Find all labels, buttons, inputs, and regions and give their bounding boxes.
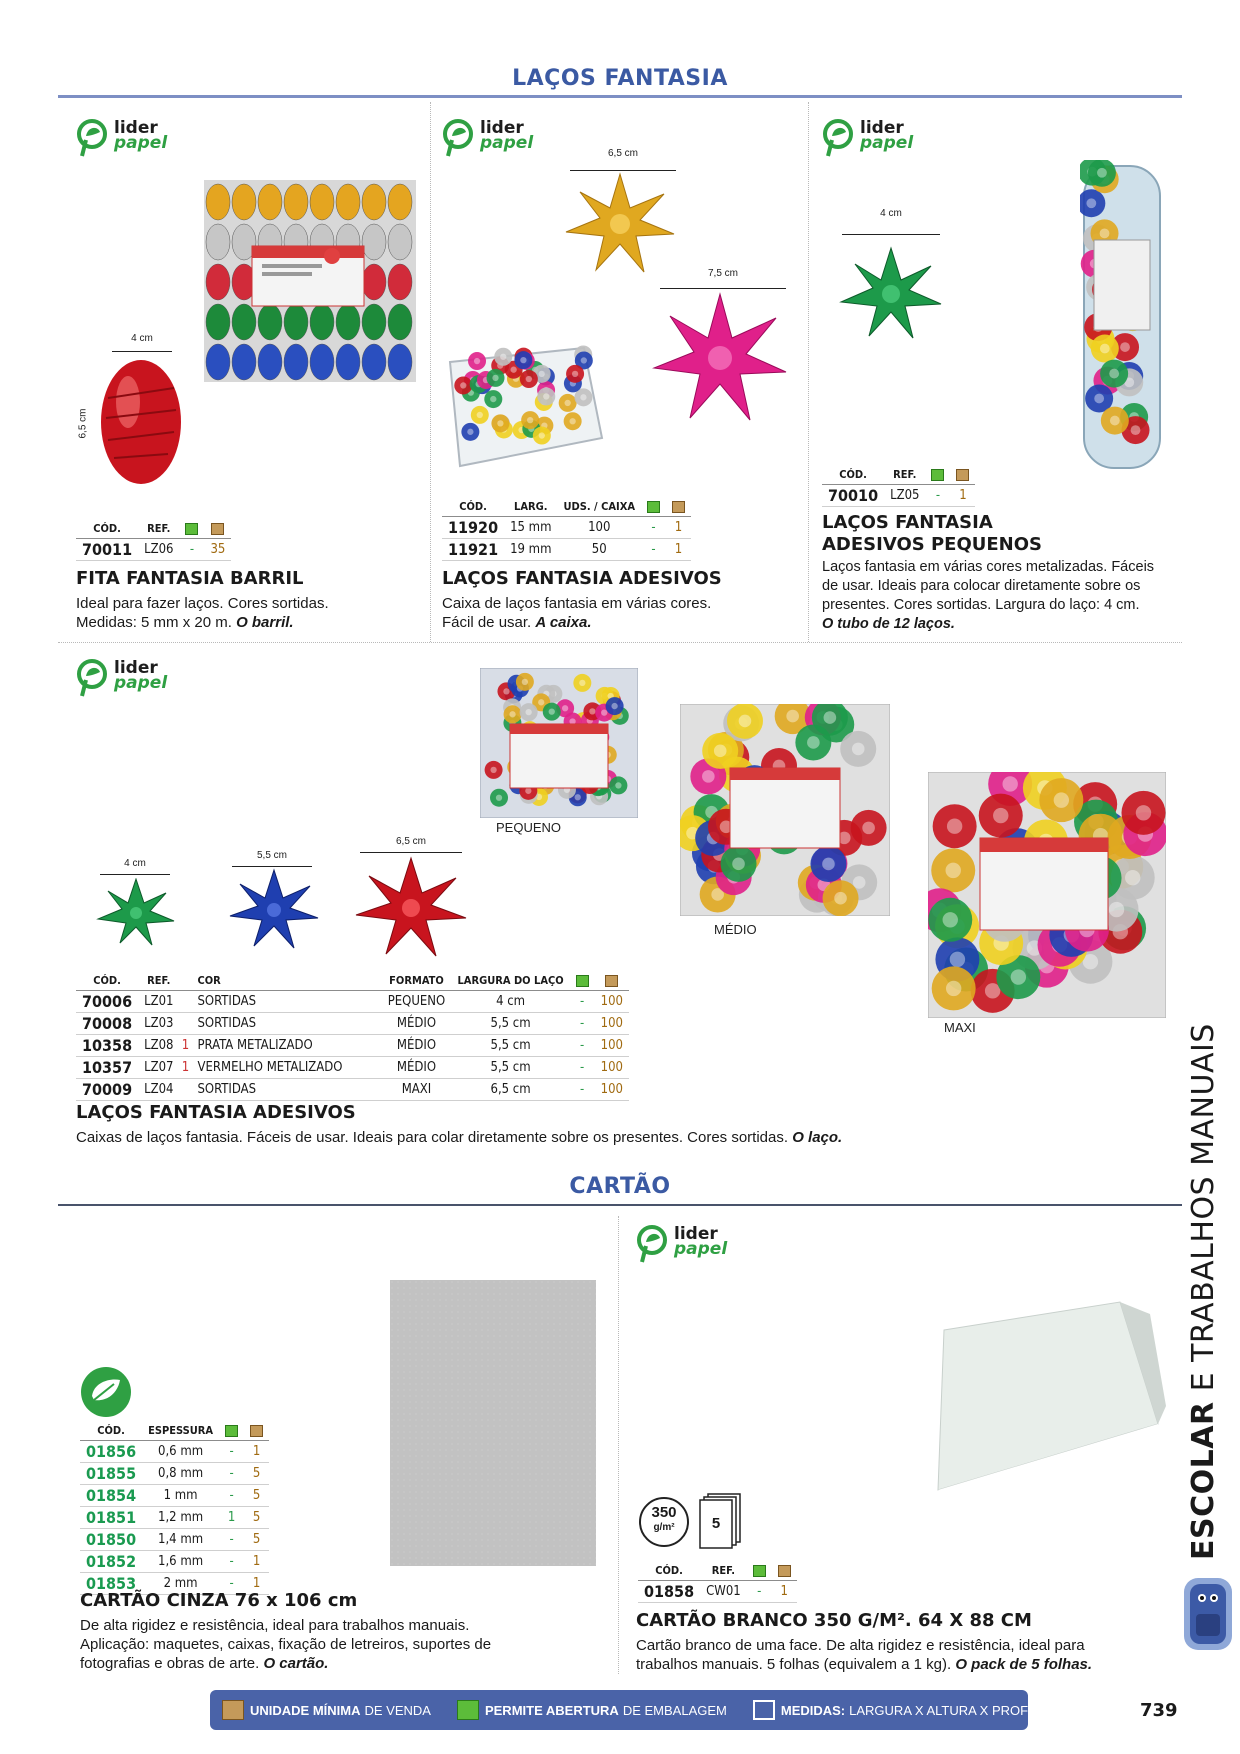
legend-item-min-unit: UNIDADE MÍNIMA DE VENDA [222, 1700, 431, 1720]
column-divider [808, 102, 809, 642]
product-title: CARTÃO BRANCO 350 G/M². 64 X 88 CM [636, 1610, 1032, 1631]
bow-tube-image [1080, 160, 1164, 474]
table-row: 70010 LZ05 - 1 [822, 485, 975, 507]
dim-line [360, 852, 462, 853]
product-description: Laços fantasia em várias cores metalizadas. Fáceis de usar. Ideais para colocar diretamente sobre os presentes. Cores sortidas. Largura do laço: 4 cm. O tubo de 12 laços. [822, 559, 1155, 632]
open-pack-icon [570, 974, 595, 991]
pink-bow-image [650, 290, 790, 426]
leaf-icon [76, 658, 112, 698]
min-unit-icon [222, 1700, 244, 1720]
open-pack-icon [747, 1564, 772, 1581]
dim-label: 6,5 cm [395, 836, 426, 847]
size-caption: PEQUENO [496, 820, 562, 835]
spec-table-lacos: CÓD. REF. COR FORMATO LARGURA DO LAÇO 70006 LZ01 SORTIDAS PEQUENO 4 cm - 100 70008 LZ03 SORTIDAS MÉDIO 5,5 cm - 100 10358 LZ08 1 PRATA METALIZADO MÉDIO 5,5 cm - 100 10357 LZ07 1 VERMELHO METALIZADO MÉDIO 5,5 cm - 100 70009 LZ04 SORTIDAS MAXI 6,5 cm - 100 [76, 974, 629, 1101]
red-ribbon-barrel-image [98, 358, 184, 486]
dim-width-label: 4 cm [131, 333, 153, 344]
page-number: 739 [1140, 1700, 1178, 1721]
bow-box-image [444, 342, 606, 470]
grey-board-image [390, 1280, 596, 1566]
weight-badge-unit: g/m² [653, 1522, 675, 1533]
min-unit-icon [772, 1564, 797, 1581]
table-row: 70009 LZ04 SORTIDAS MAXI 6,5 cm - 100 [76, 1079, 629, 1101]
column-divider [618, 1216, 619, 1674]
section-title-lacos: LAÇOS FANTASIA [512, 66, 728, 91]
spec-table-70010: CÓD. REF. 70010 LZ05 - 1 [822, 468, 975, 507]
red-bow-image [354, 856, 468, 960]
white-board-image [914, 1296, 1170, 1492]
min-unit-icon [595, 974, 629, 991]
dim-label: 4 cm [880, 208, 902, 219]
brand-logo: lider papel [822, 116, 932, 162]
col-ref: REF. [138, 522, 179, 539]
product-title: FITA FANTASIA BARRIL [76, 568, 304, 589]
ribbon-pack-image [204, 180, 416, 382]
section-rule [58, 95, 1182, 98]
brand-logo: lider papel [442, 116, 552, 162]
open-pack-icon [179, 522, 204, 539]
section-rule [58, 1204, 1182, 1206]
backpack-mascot-icon [1180, 1568, 1236, 1654]
green-bow-image [836, 246, 946, 342]
measures-icon [753, 1700, 775, 1720]
leaf-icon [822, 118, 858, 158]
product-description: De alta rigidez e resistência, ideal para trabalhos manuais. Aplicação: maquetes, caixas, fixação de letreiros, suportes de fotografias e obras de arte. O cartão. [80, 1617, 492, 1672]
dim-line [112, 351, 172, 352]
table-row: 10358 LZ08 1 PRATA METALIZADO MÉDIO 5,5 cm - 100 [76, 1035, 629, 1057]
sheets-count: 5 [711, 1515, 721, 1532]
size-caption: MAXI [944, 1020, 976, 1035]
min-unit-icon [950, 468, 975, 485]
col-cod: CÓD. [76, 522, 138, 539]
bow-box-maxi-image [928, 772, 1166, 1018]
gold-bow-image [560, 172, 680, 276]
bow-box-small-image [480, 668, 638, 818]
legend-item-open-pack: PERMITE ABERTURA DE EMBALAGEM [457, 1700, 727, 1720]
dim-line [100, 874, 170, 875]
dim-height-label: 6,5 cm [77, 408, 89, 439]
product-description: Cartão branco de uma face. De alta rigidez e resistência, ideal para trabalhos manuais. 5 folhas (equivalem a 1 kg). O pack de 5 folhas. [636, 1637, 1093, 1673]
spec-table-11920: CÓD. LARG. UDS. / CAIXA 11920 15 mm 100 - 1 11921 19 mm 50 - 1 [442, 500, 691, 561]
open-pack-icon [219, 1424, 244, 1441]
min-unit-icon [204, 522, 231, 539]
table-row: 11921 19 mm 50 - 1 [442, 539, 691, 561]
table-row: 70006 LZ01 SORTIDAS PEQUENO 4 cm - 100 [76, 991, 629, 1013]
spec-table-70011 [76, 522, 231, 561]
brand-line2: papel [114, 133, 168, 153]
brand-line1: lider [114, 118, 158, 138]
table-row: 01851 1,2 mm 1 5 [80, 1507, 269, 1529]
product-title: CARTÃO CINZA 76 x 106 cm [80, 1590, 358, 1611]
table-row: 01853 2 mm - 1 [80, 1573, 269, 1595]
eco-leaf-icon [80, 1366, 132, 1418]
open-pack-icon [925, 468, 950, 485]
leaf-icon [76, 118, 112, 158]
dim-label: 7,5 cm [707, 268, 738, 279]
brand-logo: lider papel [636, 1222, 746, 1268]
section-title-cartao: CARTÃO [569, 1174, 671, 1199]
brand-logo [76, 116, 186, 162]
dim-line [232, 866, 312, 867]
min-unit-icon [244, 1424, 269, 1441]
dim-label: 6,5 cm [607, 148, 638, 159]
product-description: Caixas de laços fantasia. Fáceis de usar. Ideais para colar diretamente sobre os presentes. Cores sortidas. O laço. [76, 1129, 843, 1146]
table-row: 11920 15 mm 100 - 1 [442, 517, 691, 539]
weight-badge-value: 350 [651, 1504, 677, 1521]
table-row: 70011 LZ06 - 35 [76, 539, 231, 561]
min-unit-icon [666, 500, 691, 517]
legend-item-measures: MEDIDAS: LARGURA X ALTURA X PROFUNDIDADE [753, 1700, 1096, 1720]
table-row: 01854 1 mm - 5 [80, 1485, 269, 1507]
dim-line [570, 170, 676, 171]
leaf-icon [442, 118, 478, 158]
product-description: Caixa de laços fantasia em várias cores. Fácil de usar. A caixa. [442, 595, 712, 631]
blue-bow-image [228, 868, 320, 952]
table-row: 01856 0,6 mm - 1 [80, 1441, 269, 1463]
table-row: 10357 LZ07 1 VERMELHO METALIZADO MÉDIO 5,5 cm - 100 [76, 1057, 629, 1079]
table-row: 70008 LZ03 SORTIDAS MÉDIO 5,5 cm - 100 [76, 1013, 629, 1035]
leaf-icon [636, 1224, 672, 1264]
dim-line [842, 234, 940, 235]
column-divider [430, 102, 431, 642]
dim-label: 5,5 cm [256, 850, 287, 861]
green-bow-small-image [96, 878, 176, 948]
table-row: 01855 0,8 mm - 5 [80, 1463, 269, 1485]
open-pack-icon [641, 500, 666, 517]
legend-bar [210, 1690, 1096, 1730]
row-divider [58, 642, 1182, 643]
spec-table-01858: CÓD. REF. 01858 CW01 - 1 [638, 1564, 797, 1603]
dim-label: 4 cm [124, 858, 146, 869]
table-row: 01858 CW01 - 1 [638, 1581, 797, 1603]
product-title: LAÇOS FANTASIA ADESIVOS [442, 568, 722, 589]
side-section-title: ESCOLAR E TRABALHOS MANUAIS [1186, 1023, 1221, 1560]
open-pack-icon [457, 1700, 479, 1720]
dim-line [660, 288, 786, 289]
table-row: 01850 1,4 mm - 5 [80, 1529, 269, 1551]
spec-table-cartao-cinza: CÓD. ESPESSURA 01856 0,6 mm - 1 01855 0,8 mm - 5 01854 1 mm - 5 01851 1,2 mm 1 5 01850 1,4 mm - 5 01852 1,6 mm - 1 01853 2 mm - 1 [80, 1424, 269, 1595]
product-title: LAÇOS FANTASIA ADESIVOS PEQUENOS [822, 512, 1043, 555]
product-description: Ideal para fazer laços. Cores sortidas. Medidas: 5 mm x 20 m. O barril. [76, 595, 329, 631]
brand-logo: lider papel [76, 656, 186, 702]
product-title: LAÇOS FANTASIA ADESIVOS [76, 1102, 356, 1123]
size-caption: MÉDIO [714, 922, 757, 937]
table-row: 01852 1,6 mm - 1 [80, 1551, 269, 1573]
bow-box-medium-image [680, 704, 890, 916]
